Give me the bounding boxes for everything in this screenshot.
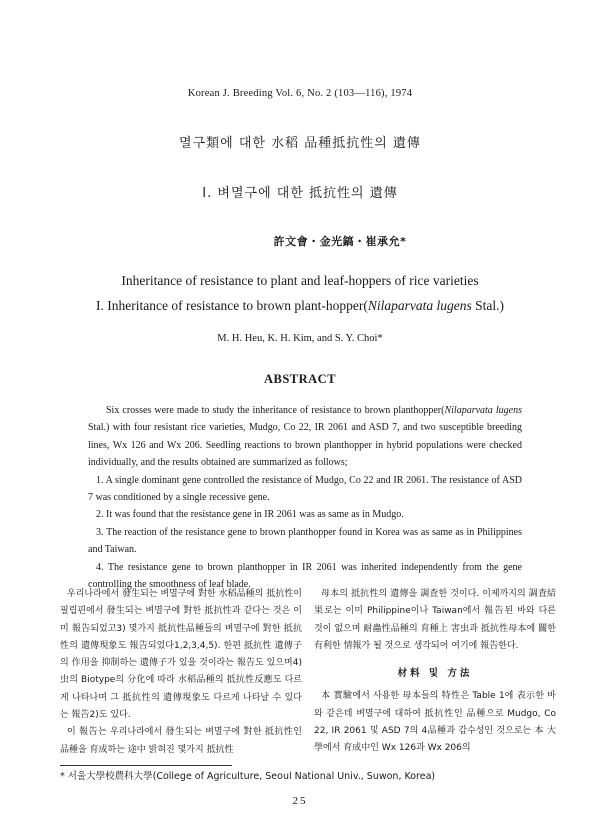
korean-title: 멸구類에 대한 水稻 品種抵抗性의 遺傳: [179, 136, 421, 151]
abstract-item: 2. It was found that the resistance gene in IR 2061 was as same as in Mudgo.: [96, 509, 404, 521]
english-authors: M. H. Heu, K. H. Kim, and S. Y. Choi*: [217, 333, 383, 344]
english-title-line2: [0, 298, 600, 314]
body-left-column: [60, 586, 302, 759]
body-right-column: [314, 586, 556, 758]
english-title-line1: Inheritance of resistance to plant and leaf-hoppers of rice varieties: [121, 273, 479, 288]
abstract-intro-pre: Six crosses were made to study the inheritance of resistance to brown planthopper(: [106, 405, 445, 416]
abstract-body: [88, 402, 522, 593]
abstract-heading: ABSTRACT: [263, 372, 337, 386]
abstract-item: 4. The resistance gene to brown planthopper in IR 2061 was inherited independently from the gene controlling the smoothness of leaf blade.: [88, 561, 522, 591]
body-paragraph: 우리나라에서 發生되는 벼멸구에 對한 水稻品種의 抵抗性이 필립핀에서 發生되는 벼멸구에 對한 抵抗性과 같다는 것은 이미 報告되었고3) 몇가지 抵抗性品種들의 벼멸구에 對한 抵抗性의 遺傳現象도 報告되었다1,2,3,4,5). 한편 抵抗性 遺傳子의 作用을 抑制하는 遺傳子가 있을 것이라는 報告도 있으며4) 虫의 Biotype의 分化에 따라 水稻品種의 抵抗性反應도 다르게 나타나며 그 抵抗性의 遺傳現象도 다르게 나타날 수 있다는 報告2)도 있다.: [60, 589, 302, 721]
body-paragraph: 母本의 抵抗性의 遺傳을 調査한 것이다. 이제까지의 調査結果로는 이미 Philippine이나 Taiwan에서 報告된 바와 다른 것이 없으며 耐蟲性品種의 育種上 害虫과 抵抗性母本에 關한 有利한 情報가 될 것으로 생각되어 여기에 報告한다.: [314, 589, 556, 651]
korean-authors: 許文會・金光鎬・崔承允*: [273, 235, 407, 248]
abstract-species-name: Nilaparvata lugens: [444, 405, 522, 416]
english-title-line2-pre: I. Inheritance of resistance to brown plant-hopper(: [96, 298, 368, 313]
footnote-rule: [60, 765, 232, 766]
page-number: 25: [292, 795, 308, 807]
abstract-item: 1. A single dominant gene controlled the resistance of Mudgo, Co 22 and IR 2061. The resistance of ASD 7 was conditioned by a single recessive gene.: [88, 474, 522, 504]
species-name: Nilaparvata lugens: [367, 298, 472, 313]
abstract-item: 3. The reaction of the resistance gene to brown planthopper found in Korea was as same as in Philippines and Taiwan.: [88, 526, 522, 556]
abstract-intro: [88, 402, 522, 472]
abstract-intro-post: Stal.) with four resistant rice varieties, Mudgo, Co 22, IR 2061 and ASD 7, and two susceptible breeding lines, Wx 126 and Wx 206. Seedling reactions to brown planthopper in hybrid populations were checked individually, and the results obtained are summarized as follows;: [88, 422, 522, 469]
body-paragraph: 이 報告는 우리나라에서 發生되는 벼멸구에 對한 抵抗性인 品種을 育成하는 途中 밝혀진 몇가지 抵抗性: [60, 727, 302, 755]
footnote: * 서울大學校農科大學(College of Agriculture, Seoul National Univ., Suwon, Korea): [60, 771, 436, 782]
section-heading: 材料 및 方法: [397, 668, 473, 680]
korean-subtitle: I. 벼멸구에 대한 抵抗性의 遺傳: [202, 186, 398, 201]
journal-citation: Korean J. Breeding Vol. 6, No. 2 (103—116), 1974: [187, 88, 413, 99]
english-title-line2-post: Stal.): [471, 298, 504, 313]
body-paragraph: 本 實驗에서 사용한 母本들의 特性은 Table 1에 表示한 바와 같은데 벼멸구에 대하여 抵抗性인 品種으로 Mudgo, Co 22, IR 2061 및 ASD 7의 4品種과 감수성인 것으로는 本 大學에서 育成中인 Wx 126과 Wx 206의: [314, 691, 556, 754]
